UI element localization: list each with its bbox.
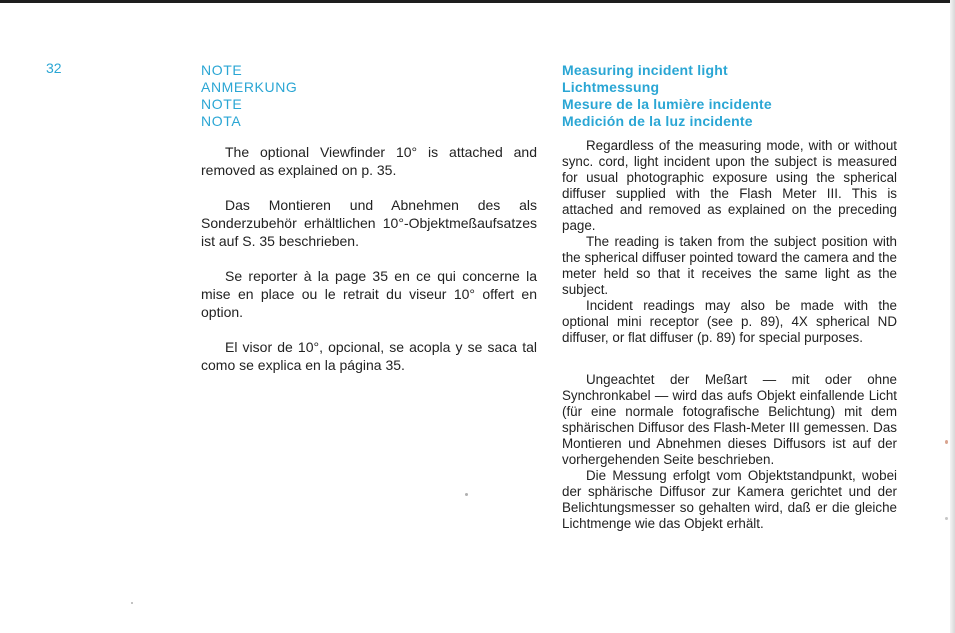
note-text-column (201, 143, 537, 391)
incident-paragraph-en-3: Incident readings may also be made with the optional mini receptor (see p. 89), 4X spherical ND diffuser, or flat diffuser (p. 89) for special purposes. (562, 298, 897, 345)
paper-speck (465, 493, 468, 496)
paper-speck (945, 517, 948, 520)
page-number: 32 (46, 60, 62, 76)
paper-speck (945, 440, 948, 444)
incident-paragraph-en-1: Regardless of the measuring mode, with or without sync. cord, light incident upon the subject is measured for usual photographic exposure using the spherical diffuser supplied with the Flash Meter III. This is attached and removed as explained on the preceding page. (562, 138, 897, 233)
paper-speck (131, 602, 133, 604)
note-paragraph-de: Das Montieren und Abnehmen des als Sonderzubehör erhältlichen 10°-Objektmeßaufsatzes ist auf S. 35 beschrieben. (201, 197, 537, 249)
note-heading-de: ANMERKUNG (201, 79, 298, 95)
note-heading-fr: NOTE (201, 96, 243, 112)
incident-paragraph-de-2: Die Messung erfolgt vom Objektstandpunkt, wobei der sphärische Diffusor zur Kamera gerichtet und der Belichtungsmesser so gehalten wird, daß er die gleiche Lichtmenge wie das Objekt erhält. (562, 468, 897, 531)
incident-heading-en: Measuring incident light (562, 62, 728, 78)
note-heading-en: NOTE (201, 62, 243, 78)
note-paragraph-en: The optional Viewfinder 10° is attached and removed as explained on p. 35. (201, 144, 537, 178)
incident-paragraph-de-1: Ungeachtet der Meßart — mit oder ohne Synchronkabel — wird das aufs Objekt einfallende Licht (für eine normale fotografische Belichtung) mit dem sphärischen Diffusor des Flash-Meter III gemessen. Das Montieren und Abnehmen dieses Diffusors ist auf der vorhergehenden Seite beschrieben. (562, 372, 897, 467)
note-heading-es: NOTA (201, 113, 242, 129)
incident-light-text-column (562, 138, 897, 532)
top-border-line (0, 0, 955, 3)
incident-heading-de: Lichtmessung (562, 79, 660, 95)
incident-heading-es: Medición de la luz incidente (562, 113, 753, 129)
note-heading-group (201, 62, 297, 130)
note-paragraph-fr: Se reporter à la page 35 en ce qui concerne la mise en place ou le retrait du viseur 10° offert en option. (201, 268, 537, 320)
note-paragraph-es: El visor de 10°, opcional, se acopla y se saca tal como se explica en la página 35. (201, 339, 537, 373)
incident-heading-fr: Mesure de la lumière incidente (562, 96, 772, 112)
page-edge-shadow (950, 0, 955, 633)
incident-light-heading-group (562, 62, 772, 130)
incident-paragraph-en-2: The reading is taken from the subject position with the spherical diffuser pointed toward the camera and the meter held so that it receives the same light as the subject. (562, 234, 897, 297)
